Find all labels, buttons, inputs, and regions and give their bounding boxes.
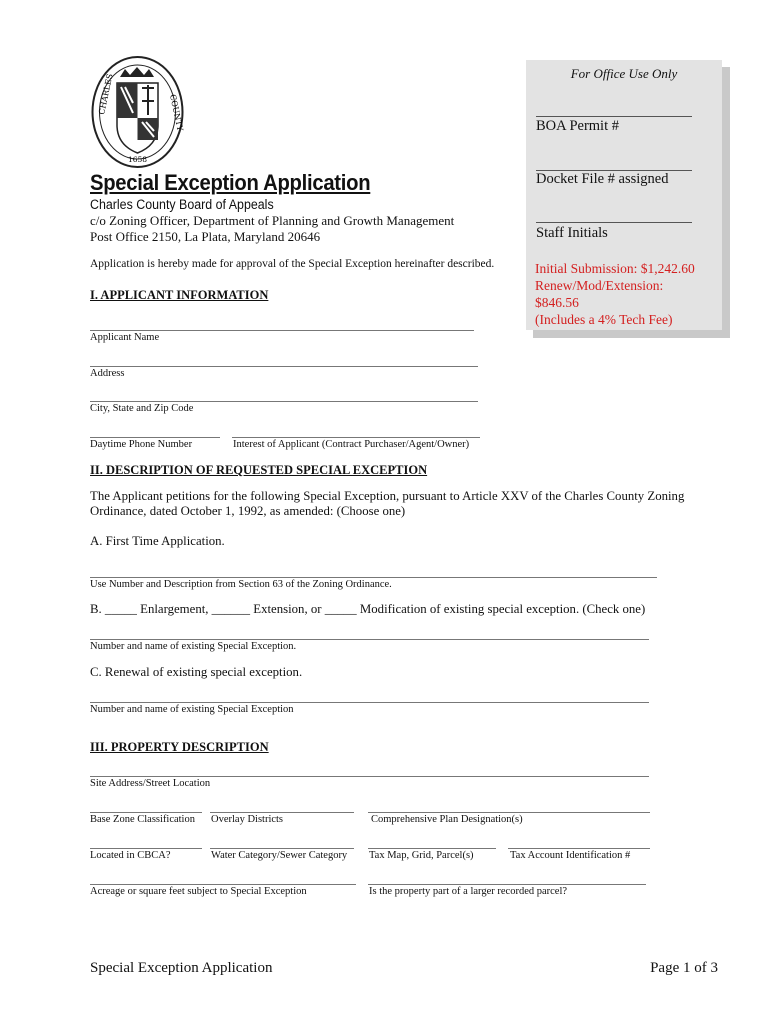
section-2-heading: II. DESCRIPTION OF REQUESTED SPECIAL EXCEPTION xyxy=(90,463,428,477)
overlay-field[interactable] xyxy=(210,812,354,813)
docket-file-label: Docket File # assigned xyxy=(536,171,669,187)
option-b-text: B. _____ Enlargement, ______ Extension, or _____ Modification of existing special exception. (Check one) xyxy=(90,602,646,616)
base-zone-field[interactable] xyxy=(90,812,202,813)
seal-right-text: COUNTY xyxy=(168,93,185,132)
option-b-label: Number and name of existing Special Exception. xyxy=(90,641,297,652)
address-line-2: Post Office 2150, La Plata, Maryland 20646 xyxy=(90,229,321,244)
option-a-field[interactable] xyxy=(90,577,657,578)
city-state-zip-label: City, State and Zip Code xyxy=(90,403,194,414)
fee-note: (Includes a 4% Tech Fee) xyxy=(535,312,673,327)
interest-label: Interest of Applicant (Contract Purchaser/Agent/Owner) xyxy=(233,439,470,450)
cbca-label: Located in CBCA? xyxy=(90,850,171,861)
address-label: Address xyxy=(90,368,125,379)
option-a-label: Use Number and Description from Section 63 of the Zoning Ordinance. xyxy=(90,579,392,590)
cbca-field[interactable] xyxy=(90,848,202,849)
site-address-label: Site Address/Street Location xyxy=(90,778,211,789)
overlay-label: Overlay Districts xyxy=(211,814,284,825)
option-c-text: C. Renewal of existing special exception. xyxy=(90,665,303,679)
office-use-box xyxy=(526,60,722,330)
option-c-label: Number and name of existing Special Exception xyxy=(90,704,294,715)
address-line-1: c/o Zoning Officer, Department of Planning and Growth Management xyxy=(90,213,455,228)
staff-initials-line[interactable] xyxy=(536,222,692,223)
tax-account-field[interactable] xyxy=(508,848,650,849)
larger-parcel-field[interactable] xyxy=(368,884,646,885)
water-sewer-label: Water Category/Sewer Category xyxy=(211,850,348,861)
base-zone-label: Base Zone Classification xyxy=(90,814,195,825)
option-b-field[interactable] xyxy=(90,639,649,640)
seal-year: 1658 xyxy=(127,155,148,164)
phone-label: Daytime Phone Number xyxy=(90,439,193,450)
tax-account-label: Tax Account Identification # xyxy=(510,850,631,861)
section-3-heading: III. PROPERTY DESCRIPTION xyxy=(90,740,269,754)
phone-field[interactable] xyxy=(90,437,220,438)
comp-plan-field[interactable] xyxy=(368,812,650,813)
board-name: Charles County Board of Appeals xyxy=(90,197,274,212)
intro-text: Application is hereby made for approval of the Special Exception hereinafter described. xyxy=(90,258,495,270)
section-2-paragraph-line-1: The Applicant petitions for the following Special Exception, pursuant to Article XXV of the Charles County Zoning xyxy=(90,489,685,503)
page-title: Special Exception Application xyxy=(90,170,371,195)
boa-permit-line[interactable] xyxy=(536,116,692,117)
page-number: Page 1 of 3 xyxy=(650,960,718,976)
acreage-field[interactable] xyxy=(90,884,356,885)
staff-initials-label: Staff Initials xyxy=(536,225,608,241)
seal-crown-icon xyxy=(120,67,154,77)
site-address-field[interactable] xyxy=(90,776,649,777)
option-c-field[interactable] xyxy=(90,702,649,703)
applicant-name-label: Applicant Name xyxy=(90,332,160,343)
boa-permit-label: BOA Permit # xyxy=(536,118,619,134)
city-state-zip-field[interactable] xyxy=(90,401,478,402)
applicant-name-field[interactable] xyxy=(90,330,474,331)
office-use-header: For Office Use Only xyxy=(570,66,678,81)
comp-plan-label: Comprehensive Plan Designation(s) xyxy=(371,814,523,825)
tax-map-field[interactable] xyxy=(368,848,496,849)
footer-title: Special Exception Application xyxy=(90,960,273,976)
section-1-heading: I. APPLICANT INFORMATION xyxy=(90,288,269,302)
option-a-text: A. First Time Application. xyxy=(90,534,225,548)
water-sewer-field[interactable] xyxy=(210,848,354,849)
address-field[interactable] xyxy=(90,366,478,367)
larger-parcel-label: Is the property part of a larger recorded parcel? xyxy=(369,886,568,897)
interest-field[interactable] xyxy=(232,437,480,438)
seal-shield-icon xyxy=(117,83,158,153)
seal-top-text: CHARLES xyxy=(97,72,115,116)
section-2-paragraph-line-2: Ordinance, dated October 1, 1992, as amended: (Choose one) xyxy=(90,504,406,518)
fee-renew-label: Renew/Mod/Extension: xyxy=(535,278,664,293)
fee-initial: Initial Submission: $1,242.60 xyxy=(535,261,695,276)
fee-renew-amount: $846.56 xyxy=(535,295,579,310)
acreage-label: Acreage or square feet subject to Special Exception xyxy=(90,886,307,897)
county-seal xyxy=(90,55,185,170)
tax-map-label: Tax Map, Grid, Parcel(s) xyxy=(369,850,474,861)
